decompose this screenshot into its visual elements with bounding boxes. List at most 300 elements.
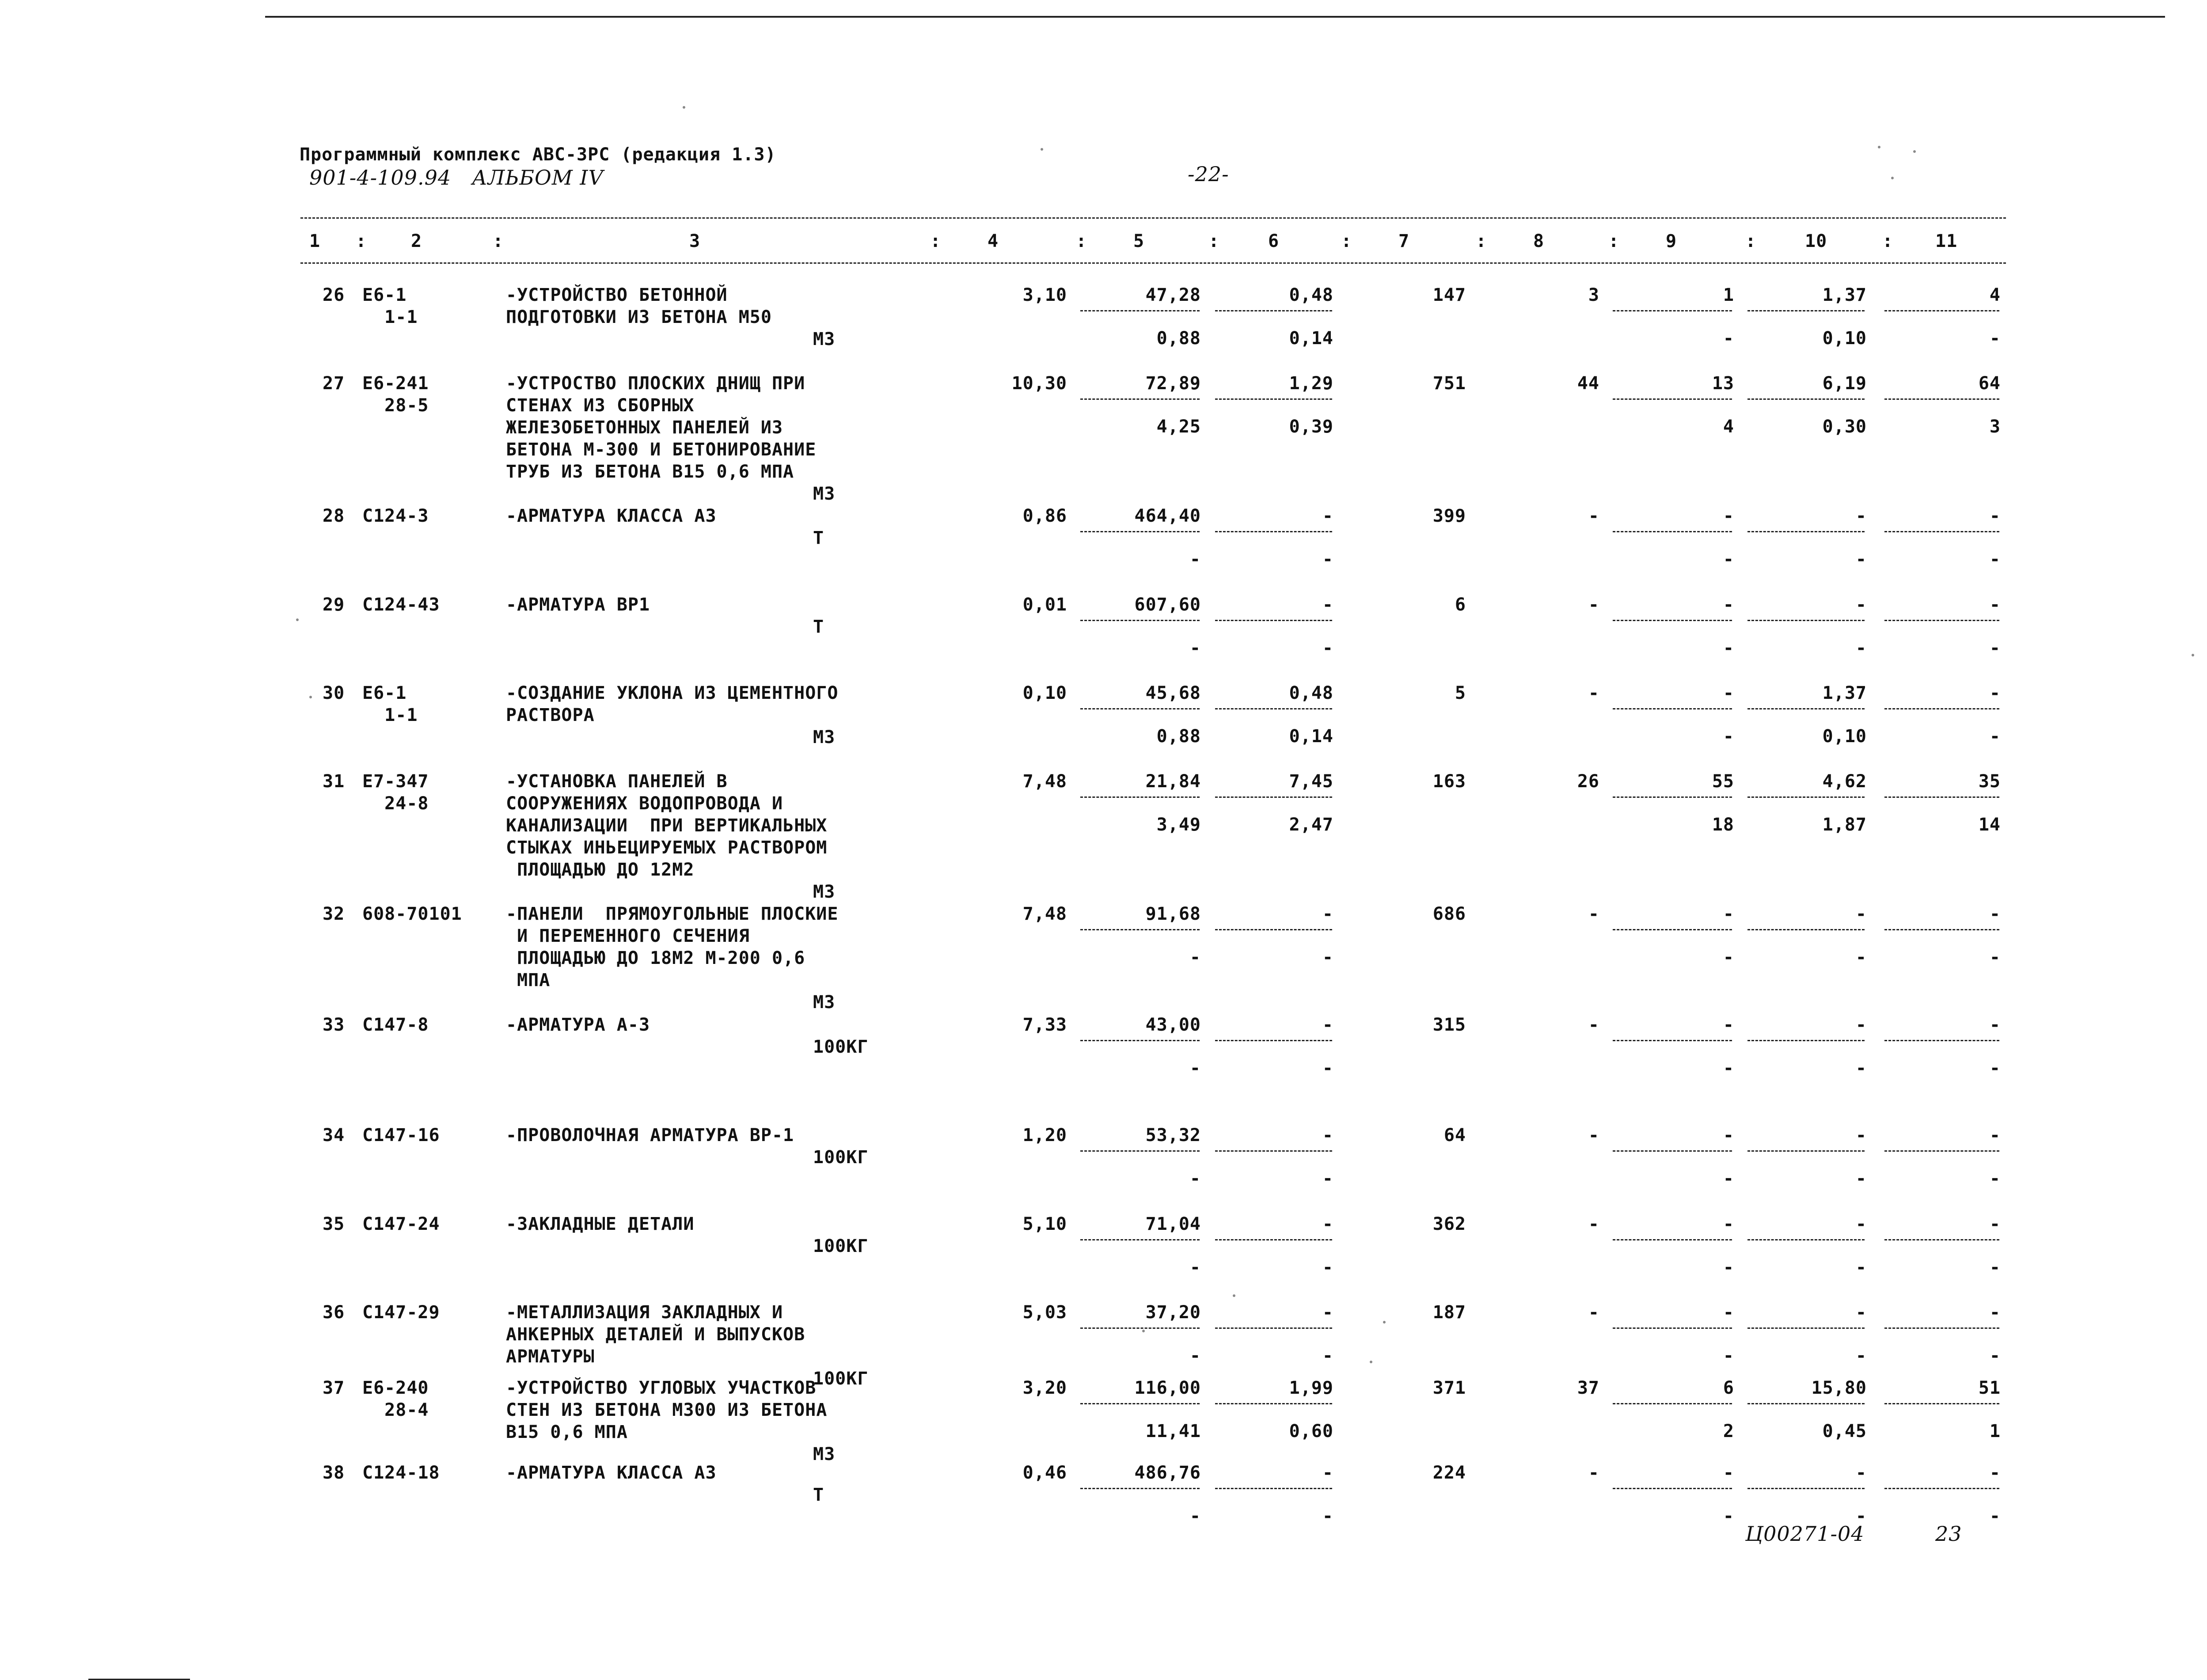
labour-machinists-total: - (1989, 1506, 2001, 1526)
machine-cost: - (1322, 506, 1333, 526)
labour-total: - (1989, 1463, 2001, 1483)
column-separator: : (1076, 231, 1087, 251)
fraction-rule (1613, 1150, 1732, 1152)
fraction-rule (1747, 531, 1865, 532)
column-header-5: 5 (1133, 231, 1145, 251)
column-header-11: 11 (1935, 231, 1958, 251)
quantity: 0,46 (1022, 1463, 1067, 1483)
quantity: 7,48 (1022, 904, 1067, 924)
sum-total: 64 (1443, 1125, 1466, 1145)
item-description: -СОЗДАНИЕ УКЛОНА ИЗ ЦЕМЕНТНОГО (506, 683, 839, 703)
cost-total: 72,89 (1145, 373, 1201, 394)
sum-machine-wages: - (1723, 328, 1734, 349)
fraction-rule (1080, 310, 1200, 311)
item-code: С124-43 (362, 595, 440, 615)
sum-machine: - (1723, 1214, 1734, 1234)
item-description: ПЛОЩАДЬЮ ДО 18М2 М-200 0,6 (506, 948, 805, 968)
column-header-1: 1 (309, 231, 321, 251)
cost-total: 45,68 (1145, 683, 1201, 703)
fraction-rule (1747, 1327, 1865, 1329)
item-code: 28-4 (362, 1400, 429, 1420)
sum-wages: 37 (1577, 1378, 1599, 1398)
labour-machinists: 1,87 (1822, 815, 1867, 835)
fraction-rule (1080, 708, 1200, 709)
sum-machine: - (1723, 1302, 1734, 1323)
cost-total: 43,00 (1145, 1015, 1201, 1035)
labour-machinists-total: 3 (1989, 417, 2001, 437)
scan-speck (1233, 1294, 1235, 1297)
cost-total: 91,68 (1145, 904, 1201, 924)
scan-speck (1878, 146, 1880, 148)
sum-wages: - (1588, 1302, 1599, 1323)
column-separator: : (1476, 231, 1487, 251)
item-description: ТРУБ ИЗ БЕТОНА В15 0,6 МПА (506, 462, 794, 482)
item-description: СТЕНАХ ИЗ СБОРНЫХ (506, 395, 695, 416)
header-album: 901-4-109.94 АЛЬБОМ IV (309, 166, 604, 190)
cost-total: 486,76 (1134, 1463, 1201, 1483)
labour-workers: - (1855, 1214, 1867, 1234)
cost-wages: 0,88 (1156, 328, 1201, 349)
labour-total: 51 (1978, 1378, 2001, 1398)
unit-of-measure: 100КГ (813, 1369, 869, 1389)
sum-machine: 6 (1723, 1378, 1734, 1398)
machine-cost: 0,48 (1289, 683, 1333, 703)
unit-of-measure: М3 (813, 992, 836, 1013)
item-code: Е6-1 (362, 285, 407, 305)
item-code: С147-16 (362, 1125, 440, 1145)
labour-workers: 4,62 (1822, 771, 1867, 792)
item-code: С147-29 (362, 1302, 440, 1323)
sum-machine-wages: - (1723, 1058, 1734, 1078)
fraction-rule (1613, 398, 1732, 400)
sum-machine-wages: - (1723, 549, 1734, 569)
sum-wages: - (1588, 1463, 1599, 1483)
sum-total: 751 (1432, 373, 1466, 394)
sheet-number: 23 (1935, 1522, 1962, 1546)
labour-workers: 6,19 (1822, 373, 1867, 394)
sum-wages: - (1588, 904, 1599, 924)
sum-total: 315 (1432, 1015, 1466, 1035)
sum-machine: - (1723, 506, 1734, 526)
scan-speck (1891, 177, 1894, 179)
unit-of-measure: Т (813, 617, 824, 637)
machine-wages: 0,14 (1289, 328, 1333, 349)
item-code: С124-3 (362, 506, 429, 526)
fraction-rule (1080, 1327, 1200, 1329)
fraction-rule (1613, 1403, 1732, 1404)
item-code: С124-18 (362, 1463, 440, 1483)
fraction-rule (1080, 796, 1200, 798)
unit-of-measure: 100КГ (813, 1037, 869, 1057)
item-description: -АРМАТУРА КЛАССА А3 (506, 1463, 717, 1483)
sum-machine-wages: - (1723, 726, 1734, 747)
sum-wages: - (1588, 506, 1599, 526)
fraction-rule (1747, 1040, 1865, 1041)
fraction-rule (1215, 1403, 1332, 1404)
cost-wages: 4,25 (1156, 417, 1201, 437)
fraction-rule (1080, 929, 1200, 930)
unit-of-measure: М3 (813, 329, 836, 349)
column-header-3: 3 (689, 231, 701, 251)
fraction-rule (1215, 1239, 1332, 1240)
fraction-rule (1215, 1150, 1332, 1152)
scan-speck (1913, 150, 1916, 153)
sum-machine-wages: 2 (1723, 1421, 1734, 1441)
sum-machine: - (1723, 595, 1734, 615)
quantity: 3,10 (1022, 285, 1067, 305)
fraction-rule (1747, 708, 1865, 709)
row-number: 27 (323, 373, 345, 394)
sum-machine-wages: - (1723, 1257, 1734, 1278)
machine-wages: 2,47 (1289, 815, 1333, 835)
cost-wages: - (1189, 1058, 1201, 1078)
item-description: -ПАНЕЛИ ПРЯМОУГОЛЬНЫЕ ПЛОСКИЕ (506, 904, 839, 924)
machine-cost: 1,29 (1289, 373, 1333, 394)
archive-stamp: Ц00271-04 (1745, 1522, 1865, 1546)
machine-cost: - (1322, 1125, 1333, 1145)
sum-machine-wages: - (1723, 947, 1734, 967)
cost-wages: 11,41 (1145, 1421, 1201, 1441)
sum-wages: - (1588, 1015, 1599, 1035)
labour-total: - (1989, 683, 2001, 703)
sum-total: 371 (1432, 1378, 1466, 1398)
fraction-rule (1080, 1239, 1200, 1240)
item-code: 28-5 (362, 395, 429, 416)
labour-machinists: 0,10 (1822, 726, 1867, 747)
quantity: 0,10 (1022, 683, 1067, 703)
sum-machine-wages: - (1723, 1168, 1734, 1189)
quantity: 0,86 (1022, 506, 1067, 526)
item-description: -ЗАКЛАДНЫЕ ДЕТАЛИ (506, 1214, 695, 1234)
fraction-rule (1884, 531, 1999, 532)
item-description: БЕТОНА М-300 И БЕТОНИРОВАНИЕ (506, 440, 817, 460)
item-description: РАСТВОРА (506, 705, 595, 725)
labour-workers: - (1855, 904, 1867, 924)
labour-total: - (1989, 595, 2001, 615)
fraction-rule (1613, 1488, 1732, 1489)
sum-machine-wages: - (1723, 638, 1734, 658)
unit-of-measure: М3 (813, 1444, 836, 1464)
item-description: СТЕН ИЗ БЕТОНА М300 ИЗ БЕТОНА (506, 1400, 828, 1420)
sum-total: 362 (1432, 1214, 1466, 1234)
machine-wages: - (1322, 1168, 1333, 1189)
cost-wages: 0,88 (1156, 726, 1201, 747)
item-description: -АРМАТУРА КЛАССА А3 (506, 506, 717, 526)
fraction-rule (1080, 1040, 1200, 1041)
item-description: КАНАЛИЗАЦИИ ПРИ ВЕРТИКАЛЬНЫХ (506, 815, 828, 836)
unit-of-measure: 100КГ (813, 1147, 869, 1168)
scan-speck (309, 696, 312, 698)
fraction-rule (1613, 1327, 1732, 1329)
labour-workers: - (1855, 1125, 1867, 1145)
item-description: МПА (506, 970, 551, 990)
fraction-rule (1613, 531, 1732, 532)
row-number: 36 (323, 1302, 345, 1323)
row-number: 32 (323, 904, 345, 924)
header-rule-bottom (300, 262, 2006, 264)
item-description: -АРМАТУРА А-3 (506, 1015, 650, 1035)
unit-of-measure: М3 (813, 727, 836, 747)
fraction-rule (1747, 1150, 1865, 1152)
machine-cost: - (1322, 595, 1333, 615)
unit-of-measure: Т (813, 528, 824, 548)
row-number: 35 (323, 1214, 345, 1234)
column-separator: : (930, 231, 942, 251)
item-code: Е7-347 (362, 771, 429, 792)
scan-speck (1142, 1330, 1145, 1332)
unit-of-measure: 100КГ (813, 1236, 869, 1256)
scan-speck (1370, 1361, 1372, 1363)
item-description: АРМАТУРЫ (506, 1346, 595, 1367)
item-description: -УСТРОСТВО ПЛОСКИХ ДНИЩ ПРИ (506, 373, 805, 394)
machine-wages: - (1322, 1058, 1333, 1078)
cost-wages: - (1189, 1168, 1201, 1189)
labour-machinists: 0,45 (1822, 1421, 1867, 1441)
row-number: 31 (323, 771, 345, 792)
row-number: 34 (323, 1125, 345, 1145)
sum-total: 399 (1432, 506, 1466, 526)
sum-machine: - (1723, 904, 1734, 924)
machine-wages: 0,60 (1289, 1421, 1333, 1441)
machine-cost: - (1322, 1015, 1333, 1035)
item-code: 608-70101 (362, 904, 462, 924)
fraction-rule (1884, 398, 1999, 400)
labour-machinists-total: - (1989, 549, 2001, 569)
item-code: Е6-240 (362, 1378, 429, 1398)
sum-machine: 1 (1723, 285, 1734, 305)
labour-workers: 1,37 (1822, 683, 1867, 703)
labour-machinists: - (1855, 1058, 1867, 1078)
labour-total: - (1989, 506, 2001, 526)
quantity: 7,48 (1022, 771, 1067, 792)
labour-machinists-total: - (1989, 726, 2001, 747)
labour-machinists: - (1855, 549, 1867, 569)
machine-wages: - (1322, 1257, 1333, 1278)
fraction-rule (1747, 398, 1865, 400)
fraction-rule (1080, 620, 1200, 621)
labour-workers: 1,37 (1822, 285, 1867, 305)
sum-machine: - (1723, 1125, 1734, 1145)
sum-total: 5 (1455, 683, 1466, 703)
item-description: СООРУЖЕНИЯХ ВОДОПРОВОДА И (506, 793, 783, 814)
column-separator: : (356, 231, 367, 251)
labour-machinists-total: - (1989, 328, 2001, 349)
item-description: ПОДГОТОВКИ ИЗ БЕТОНА М50 (506, 307, 772, 327)
machine-cost: - (1322, 1214, 1333, 1234)
fraction-rule (1613, 1239, 1732, 1240)
column-header-9: 9 (1666, 231, 1677, 251)
unit-of-measure: Т (813, 1485, 824, 1505)
labour-workers: - (1855, 595, 1867, 615)
fraction-rule (1215, 796, 1332, 798)
cost-total: 53,32 (1145, 1125, 1201, 1145)
fraction-rule (1215, 1327, 1332, 1329)
labour-machinists: 0,10 (1822, 328, 1867, 349)
labour-machinists: - (1855, 638, 1867, 658)
sum-wages: 26 (1577, 771, 1599, 792)
fraction-rule (1884, 929, 1999, 930)
scan-speck (683, 106, 685, 109)
cost-wages: - (1189, 638, 1201, 658)
cost-total: 47,28 (1145, 285, 1201, 305)
header-program: Программный комплекс АВС-3РС (редакция 1.3) (300, 144, 776, 165)
column-header-2: 2 (411, 231, 422, 251)
sum-machine-wages: 4 (1723, 417, 1734, 437)
labour-machinists-total: - (1989, 1058, 2001, 1078)
scan-speck (2192, 654, 2194, 656)
sum-wages: - (1588, 595, 1599, 615)
fraction-rule (1080, 398, 1200, 400)
machine-wages: 0,14 (1289, 726, 1333, 747)
fraction-rule (1747, 796, 1865, 798)
fraction-rule (1215, 929, 1332, 930)
item-description: И ПЕРЕМЕННОГО СЕЧЕНИЯ (506, 926, 750, 946)
fraction-rule (1215, 531, 1332, 532)
cost-wages: - (1189, 1506, 1201, 1526)
item-code: Е6-241 (362, 373, 429, 394)
sum-machine-wages: - (1723, 1346, 1734, 1366)
fraction-rule (1215, 620, 1332, 621)
sum-total: 6 (1455, 595, 1466, 615)
fraction-rule (1884, 620, 1999, 621)
column-header-6: 6 (1268, 231, 1280, 251)
fraction-rule (1215, 310, 1332, 311)
column-separator: : (1745, 231, 1757, 251)
fraction-rule (1884, 310, 1999, 311)
cost-wages: - (1189, 947, 1201, 967)
labour-workers: - (1855, 1302, 1867, 1323)
fraction-rule (1884, 1040, 1999, 1041)
labour-workers: - (1855, 506, 1867, 526)
quantity: 10,30 (1011, 373, 1067, 394)
labour-machinists-total: - (1989, 1168, 2001, 1189)
fraction-rule (1613, 796, 1732, 798)
sum-machine: 55 (1712, 771, 1734, 792)
quantity: 1,20 (1022, 1125, 1067, 1145)
item-description: ЖЕЛЕЗОБЕТОННЫХ ПАНЕЛЕЙ ИЗ (506, 417, 783, 438)
machine-cost: - (1322, 1302, 1333, 1323)
fraction-rule (1884, 1488, 1999, 1489)
fraction-rule (1747, 1403, 1865, 1404)
machine-wages: - (1322, 1506, 1333, 1526)
labour-machinists-total: - (1989, 947, 2001, 967)
labour-machinists: - (1855, 1346, 1867, 1366)
scan-top-rule (265, 16, 2165, 18)
item-code: 1-1 (362, 307, 418, 327)
fraction-rule (1613, 310, 1732, 311)
column-separator: : (1208, 231, 1220, 251)
labour-total: 35 (1978, 771, 2001, 792)
cost-total: 71,04 (1145, 1214, 1201, 1234)
labour-machinists-total: - (1989, 1346, 2001, 1366)
fraction-rule (1884, 1403, 1999, 1404)
cost-wages: - (1189, 1257, 1201, 1278)
column-separator: : (1608, 231, 1620, 251)
cost-total: 116,00 (1134, 1378, 1201, 1398)
fraction-rule (1080, 531, 1200, 532)
scan-speck (296, 618, 299, 621)
quantity: 3,20 (1022, 1378, 1067, 1398)
sum-machine: - (1723, 1015, 1734, 1035)
fraction-rule (1080, 1403, 1200, 1404)
machine-wages: - (1322, 638, 1333, 658)
sum-machine-wages: - (1723, 1506, 1734, 1526)
row-number: 26 (323, 285, 345, 305)
sum-wages: - (1588, 1214, 1599, 1234)
item-code: С147-8 (362, 1015, 429, 1035)
sum-machine-wages: 18 (1712, 815, 1734, 835)
item-description: -УСТАНОВКА ПАНЕЛЕЙ В (506, 771, 728, 792)
cost-wages: - (1189, 549, 1201, 569)
fraction-rule (1884, 708, 1999, 709)
sum-total: 147 (1432, 285, 1466, 305)
labour-workers: - (1855, 1015, 1867, 1035)
row-number: 33 (323, 1015, 345, 1035)
item-description: -УСТРОЙСТВО БЕТОННОЙ (506, 285, 728, 305)
labour-machinists: 0,30 (1822, 417, 1867, 437)
cost-wages: - (1189, 1346, 1201, 1366)
fraction-rule (1747, 310, 1865, 311)
column-header-10: 10 (1805, 231, 1827, 251)
fraction-rule (1747, 1488, 1865, 1489)
fraction-rule (1613, 620, 1732, 621)
fraction-rule (1884, 1150, 1999, 1152)
fraction-rule (1215, 1488, 1332, 1489)
fraction-rule (1215, 708, 1332, 709)
row-number: 37 (323, 1378, 345, 1398)
machine-cost: 7,45 (1289, 771, 1333, 792)
cost-total: 21,84 (1145, 771, 1201, 792)
cost-total: 464,40 (1134, 506, 1201, 526)
column-header-4: 4 (988, 231, 999, 251)
labour-total: 64 (1978, 373, 2001, 394)
fraction-rule (1884, 1327, 1999, 1329)
cost-total: 607,60 (1134, 595, 1201, 615)
fraction-rule (1080, 1488, 1200, 1489)
machine-wages: - (1322, 1346, 1333, 1366)
fraction-rule (1884, 1239, 1999, 1240)
sum-wages: 3 (1588, 285, 1599, 305)
fraction-rule (1080, 1150, 1200, 1152)
unit-of-measure: М3 (813, 484, 836, 504)
sum-machine: - (1723, 1463, 1734, 1483)
item-description: АНКЕРНЫХ ДЕТАЛЕЙ И ВЫПУСКОВ (506, 1324, 805, 1345)
machine-cost: - (1322, 1463, 1333, 1483)
item-code: 24-8 (362, 793, 429, 814)
item-description: ПЛОЩАДЬЮ ДО 12М2 (506, 860, 695, 880)
labour-machinists-total: - (1989, 1257, 2001, 1278)
quantity: 7,33 (1022, 1015, 1067, 1035)
fraction-rule (1747, 620, 1865, 621)
labour-total: - (1989, 1015, 2001, 1035)
item-code: С147-24 (362, 1214, 440, 1234)
machine-cost: - (1322, 904, 1333, 924)
fraction-rule (1884, 796, 1999, 798)
sum-total: 686 (1432, 904, 1466, 924)
scan-speck (1383, 1321, 1386, 1324)
fraction-rule (1215, 398, 1332, 400)
column-separator: : (1341, 231, 1352, 251)
cost-total: 37,20 (1145, 1302, 1201, 1323)
fraction-rule (1613, 929, 1732, 930)
unit-of-measure: М3 (813, 882, 836, 902)
fraction-rule (1613, 1040, 1732, 1041)
labour-workers: 15,80 (1811, 1378, 1867, 1398)
row-number: 38 (323, 1463, 345, 1483)
labour-total: - (1989, 1125, 2001, 1145)
labour-total: - (1989, 1302, 2001, 1323)
sum-wages: - (1588, 1125, 1599, 1145)
